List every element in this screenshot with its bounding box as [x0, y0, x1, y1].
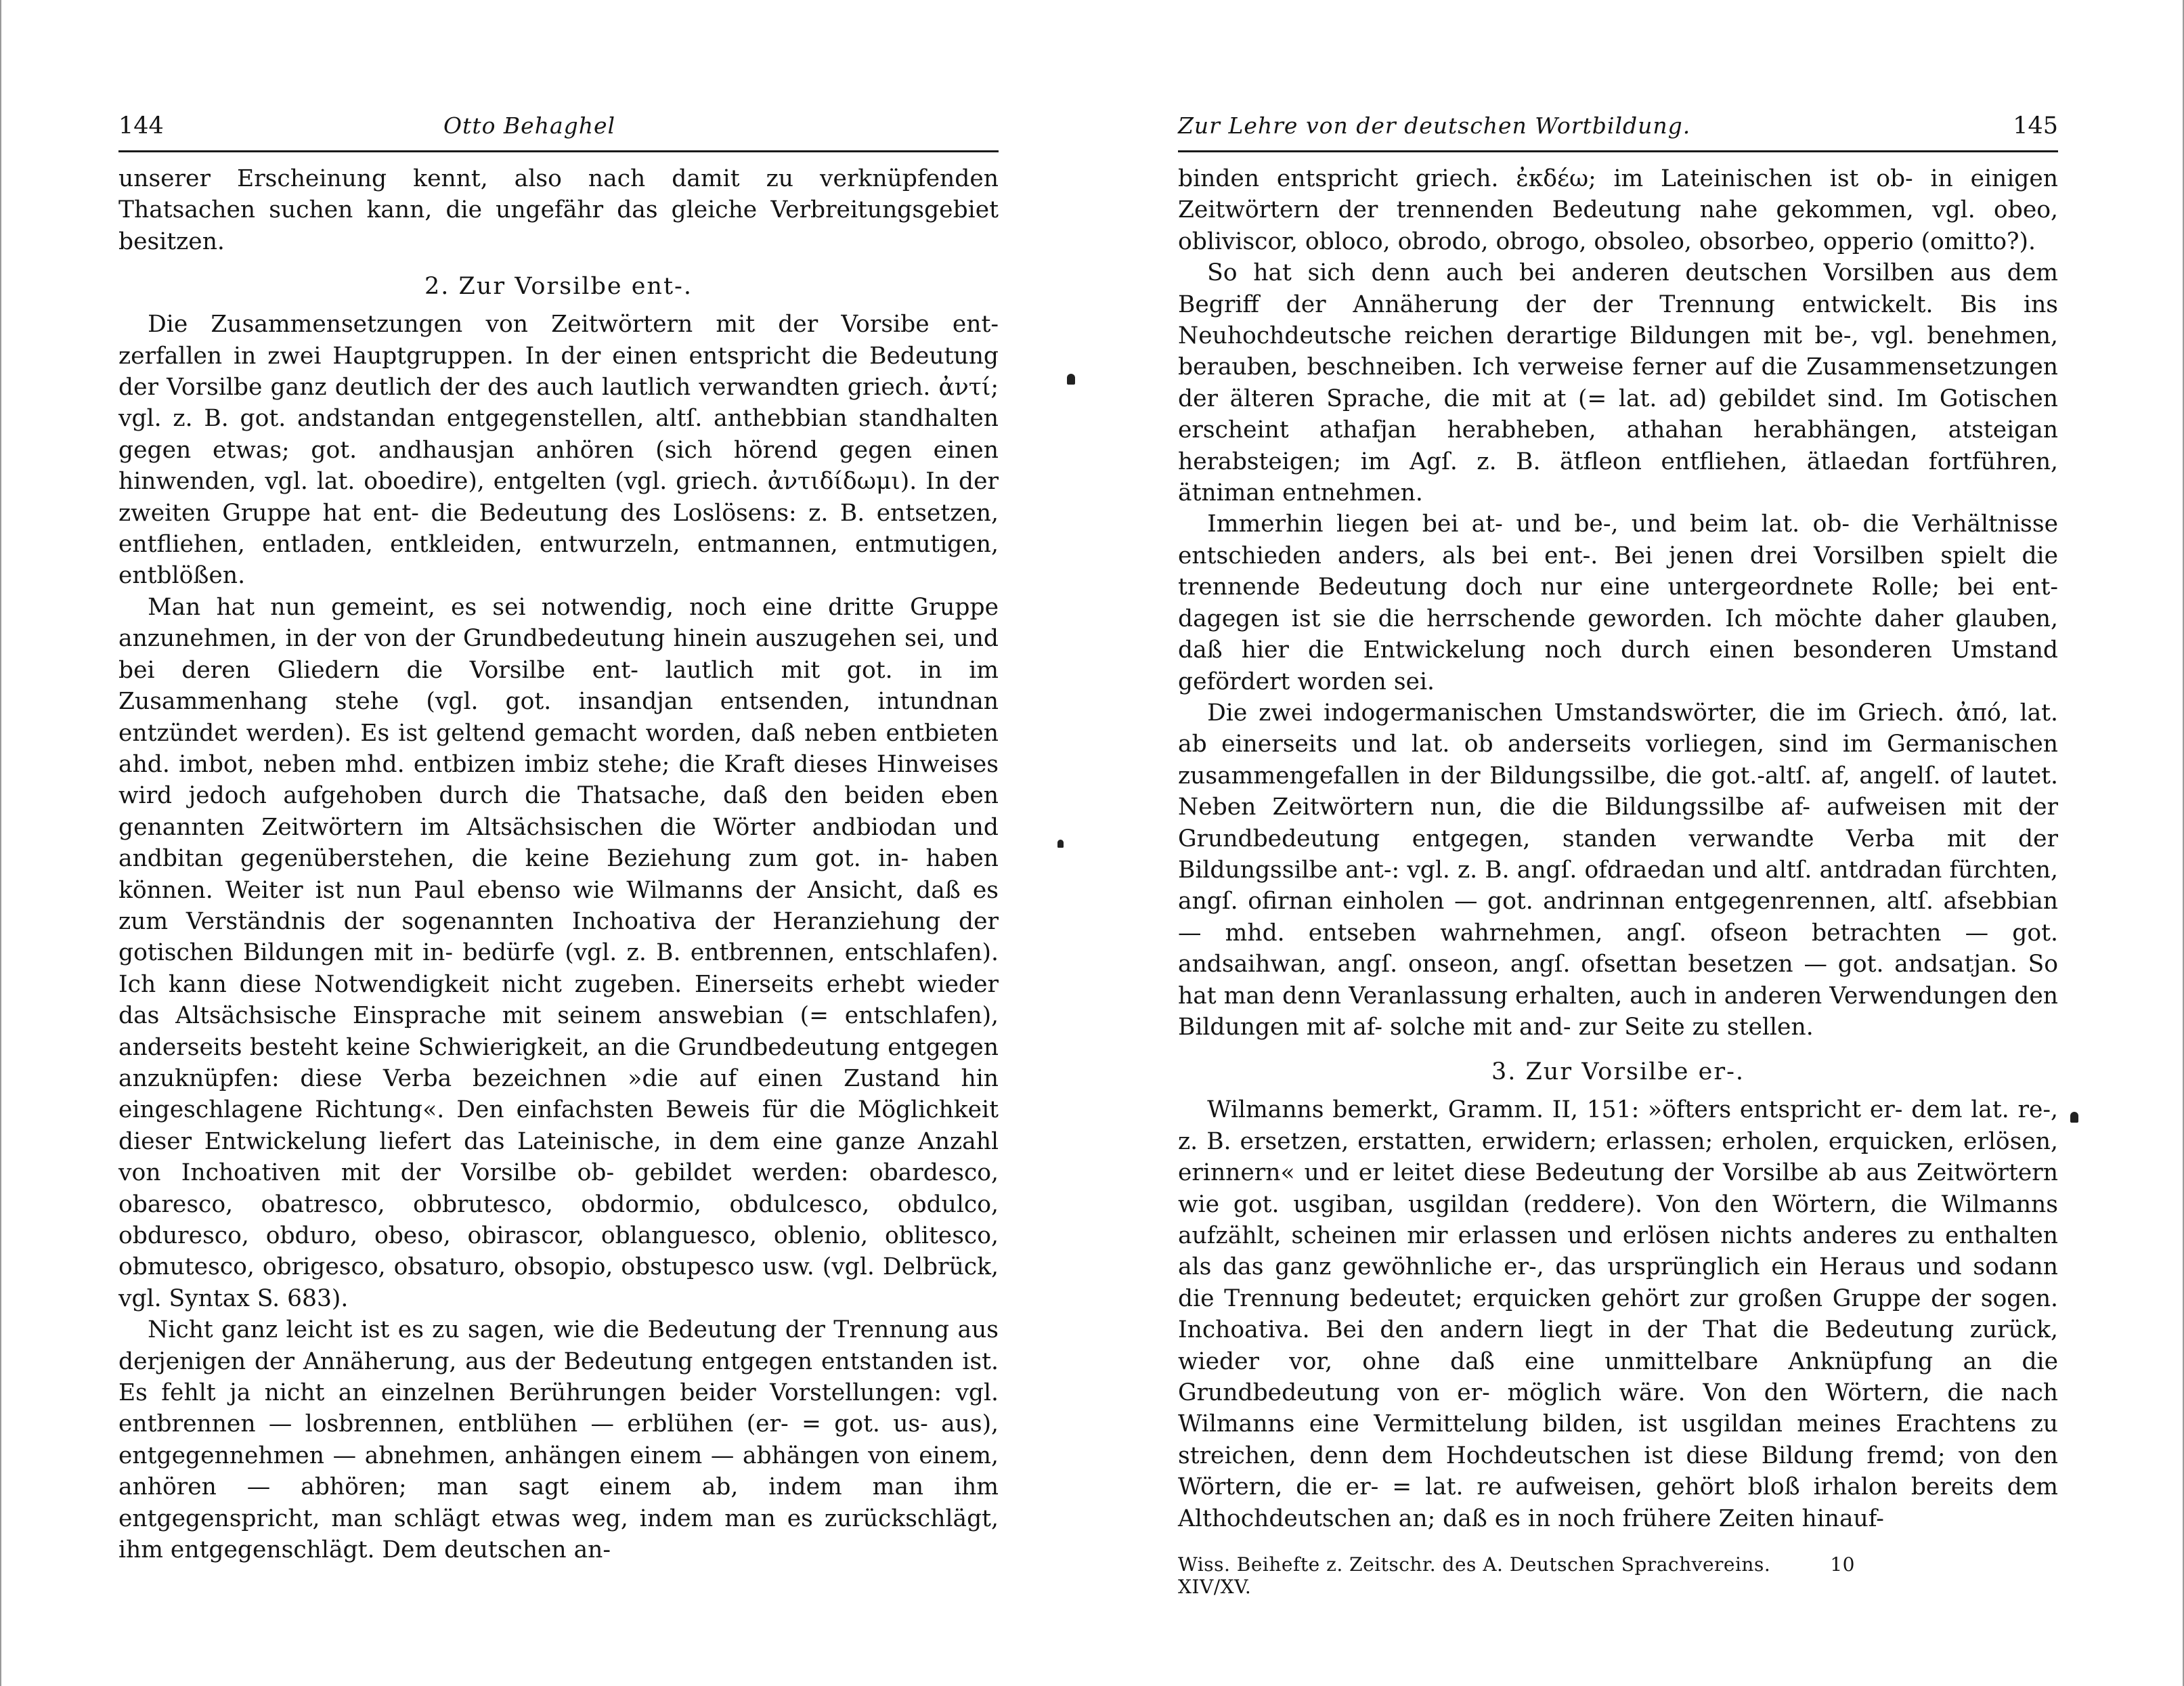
running-head: Zur Lehre von der deutschen Wortbildung. [1178, 112, 1691, 139]
section-heading: 2. Zur Vorsilbe ent-. [424, 273, 693, 301]
paragraph: Man hat nun gemeint, es sei notwendig, noch eine dritte Gruppe anzunehmen, in der von der Grundbedeutung hinein auszugehen sei, und bei deren Gliedern die Vorsilbe ent- lautlich mit got. in im Zusammenhang stehe (vgl. got. insandjan entsenden, intundnan entzündet werden). Es ist geltend gemacht worden, daß neben entbieten ahd. imbot, neben mhd. entbizen imbiz stehe; die Kraft dieses Hinweises wird jedoch aufgehoben durch die Thatsache, daß den beiden eben genannten Zeitwörtern im Altsächsischen die Wörter andbiodan und andbitan gegenüberstehen, die keine Beziehung zum got. in- haben können. Weiter ist nun Paul ebenso wie Wilmanns der Ansicht, daß es zum Verständnis der sogenannten Inchoativa der Heranziehung der gotischen Bildungen mit in- bedürfe (vgl. z. B. entbrennen, entschlafen). Ich kann diese Notwendigkeit nicht zugeben. Einerseits erhebt wieder das Altsächsische Einsprache mit seinem answebian (= entschlafen), anderseits besteht keine Schwierigkeit, an die Grundbedeutung entgegen anzuknüpfen: diese Verba bezeichnen »die auf einen Zustand hin eingeschlagene Richtung«. Den einfachsten Beweis für die Möglichkeit dieser Entwickelung liefert das Lateinische, in dem eine ganze Anzahl von Inchoativen mit der Vorsilbe ob- gebildet werden: obardesco, obaresco, obatresco, obbrutesco, obdormio, obdulcesco, obdulco, obduresco, obduro, obeso, obirascor, oblanguesco, oblenio, oblitesco, obmutesco, obrigesco, obsaturo, obsopio, obstupesco usw. (vgl. Delbrück, vgl. Syntax S. 683). [118, 593, 999, 1312]
scan-speck [1067, 374, 1075, 385]
paragraph: Wilmanns bemerkt, Gramm. II, 151: »öfters entspricht er- dem lat. re-, z. B. ersetzen, erstatten, erwidern; erlassen; erholen, erquicken, erlösen, erinnern« und er leitet diese Bedeutung der Vorsilbe ab aus Zeitwörtern wie got. usgiban, usgildan (reddere). Von den Wörtern, die Wilmanns aufzählt, scheinen mir erlassen und erlösen nichts anderes zu enthalten als das ganz gewöhnliche er-, das ursprünglich ein Heraus und sodann die Trennung bedeutet; erquicken gehört zur großen Gruppe der sogen. Inchoativa. Bei den andern liegt in der That die Bedeutung zurück, wieder vor, ohne daß eine unmittelbare Anknüpfung an die Grundbedeutung von er- möglich wäre. Von den Wörtern, die nach Wilmanns eine Vermittelung bilden, ist usgildan meines Erachtens zu streichen, denn dem Hochdeutschen ist diese Bildung fremd; von den Wörtern, die er- = lat. re aufweisen, gehört bloß irhalon bereits dem Althochdeutschen an; daß es in noch frühere Zeiten hinauf- [1178, 1096, 2058, 1532]
paragraph: Die Zusammensetzungen von Zeitwörtern mit der Vorsibe ent- zerfallen in zwei Hauptgruppen. In der einen entspricht die Bedeutung der Vorsilbe ganz deutlich der des auch lautlich verwandten griech. ἀντί; vgl. z. B. got. andstandan entgegenstellen, altſ. anthebbian standhalten gegen etwas; got. andhausjan anhören (sich hörend gegen einen hinwenden, vgl. lat. oboedire), entgelten (vgl. griech. ἀντιδίδωμι). In der zweiten Gruppe hat ent- die Bedeutung des Loslösens: z. B. entsetzen, entfliehen, entladen, entkleiden, entwurzeln, entmannen, entmutigen, entblößen. [118, 311, 999, 590]
right-page-body [1178, 163, 2058, 1534]
paragraph: unserer Erscheinung kennt, also nach damit zu verknüpfenden Thatsachen suchen kann, die ungefähr das gleiche Verbreitungsgebiet besitzen. [118, 165, 999, 255]
running-head: Otto Behaghel [443, 112, 616, 139]
left-page-header [118, 102, 999, 152]
right-page-header [1178, 102, 2058, 152]
scan-speck [1057, 840, 1064, 848]
journal-note: Wiss. Beihefte z. Zeitschr. des A. Deutschen Sprachvereins. XIV/XV. [1178, 1553, 1771, 1599]
paragraph: So hat sich denn auch bei anderen deutschen Vorsilben aus dem Begriff der Annäherung der der Trennung entwickelt. Bis ins Neuhochdeutsche reichen derartige Bildungen mit be-, vgl. benehmen, berauben, beschneiben. Ich verweise ferner auf die Zusammensetzungen der älteren Sprache, die mit at (= lat. ad) gebildet sind. Im Gotischen erscheint athafjan herabheben, athahan herabhängen, atsteigan herabsteigen; im Agſ. z. B. ätfleon entfliehen, ätlaedan fortführen, ätniman entnehmen. [1178, 259, 2058, 507]
paragraph: Die zwei indogermanischen Umstandswörter, die im Griech. ἀπό, lat. ab einerseits und lat. ob anderseits vorliegen, sind im Germanischen zusammengefallen in der Bildungssilbe, die got.-altſ. af, angelſ. of lautet. Neben Zeitwörtern nun, die die Bildungssilbe af- aufweisen mit der Grundbedeutung entgegen, standen verwandte Verba mit der Bildungssilbe ant-: vgl. z. B. angſ. ofdraedan und altſ. antdradan fürchten, angſ. ofirnan einholen — got. andrinnan entgegenrennen, altſ. afsebbian — mhd. entseben wahrnehmen, angſ. ofseon betrachten — got. andsaihwan, angſ. onseon, angſ. ofsettan besetzen — got. andsatjan. So hat man denn Veranlassung erhalten, auch in anderen Verwendungen den Bildungen mit af- solche mit and- zur Seite zu stellen. [1178, 699, 2058, 1041]
left-page-body [118, 163, 999, 1565]
paragraph: Nicht ganz leicht ist es zu sagen, wie die Bedeutung der Trennung aus derjenigen der Annäherung, aus der Bedeutung entgegen entstanden ist. Es fehlt ja nicht an einzelnen Berührungen beider Vorstellungen: vgl. entbrennen — losbrennen, entblühen — erblühen (er- = got. us- aus), entgegennehmen — abnehmen, anhängen einem — abhängen von einem, anhören — abhören; man sagt einem ab, indem man ihm entgegenspricht, man schlägt etwas weg, indem man es zurückschlägt, ihm entgegenschlägt. Dem deutschen an- [118, 1316, 999, 1564]
page-number: 145 [2013, 112, 2058, 139]
page-number: 144 [118, 112, 164, 139]
scan-edge-left [0, 0, 1, 1686]
right-page [1178, 102, 2058, 1598]
left-page [118, 102, 999, 1565]
paragraph: binden entspricht griech. ἐκδέω; im Lateinischen ist ob- in einigen Zeitwörtern der trennenden Bedeutung nahe gekommen, vgl. obeo, obliviscor, obloco, obrodo, obrogo, obsoleo, obsorbeo, opperio (omitto?). [1178, 165, 2058, 255]
scan-speck [2070, 1112, 2078, 1123]
signature-mark: 10 [1830, 1553, 1855, 1576]
paragraph: Immerhin liegen bei at- und be-, und beim lat. ob- die Verhältnisse entschieden anders, als bei ent-. Bei jenen drei Vorsilben spielt die trennende Bedeutung doch nur eine untergeordnete Rolle; bei ent- dagegen ist sie die herrschende geworden. Ich möchte daher glauben, daß hier die Entwickelung noch durch einen besonderen Umstand gefördert worden sei. [1178, 511, 2058, 695]
page-footer [1178, 1553, 2058, 1598]
section-heading: 3. Zur Vorsilbe er-. [1491, 1058, 1745, 1086]
